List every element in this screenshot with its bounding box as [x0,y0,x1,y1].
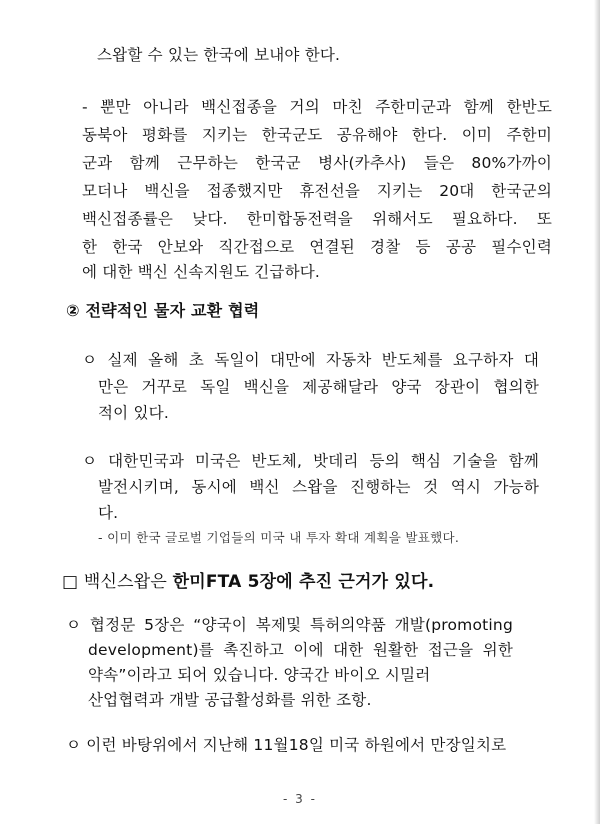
bullet-line: 적이 있다. [98,404,169,422]
section-heading: ② 전략적인 물자 교환 협력 [66,301,260,320]
text-line: 백신접종률은 낮다. 한미합동전력을 위해서도 필요하다. 또 [82,210,552,228]
bullet-line: 만은 거꾸로 독일 백신을 제공해달라 양국 장관이 협의한 [98,378,539,396]
bullet-line: development)를 촉진하고 이에 대한 원활한 접근을 위한 [88,641,513,659]
bullet-line: ㅇ 실제 올해 초 독일이 대만에 자동차 반도체를 요구하자 대 [82,351,539,369]
box-heading-bold: 한미FTA 5장에 추진 근거가 있다. [172,572,435,592]
text-line: 스왑할 수 있는 한국에 보내야 한다. [97,46,341,64]
bullet-line: 발전시키며, 동시에 백신 스왑을 진행하는 것 역시 가능하 [98,478,539,496]
text-line: 에 대한 백신 신속지원도 긴급하다. [82,263,321,281]
text-line: 한 한국 안보와 직간접으로 연결된 경찰 등 공공 필수인력 [82,238,552,256]
text-line: 군과 함께 근무하는 한국군 병사(카추사) 들은 80%가까이 [82,154,552,172]
bullet-line: ㅇ 이런 바탕위에서 지난해 11월18일 미국 하원에서 만장일치로 [66,736,507,754]
text-line: 모더나 백신을 접종했지만 휴전선을 지키는 20대 한국군의 [82,182,552,200]
text-line: - 뿐만 아니라 백신접종을 거의 마친 주한미군과 함께 한반도 [82,98,552,116]
bullet-line: 다. [98,504,119,522]
bullet-line: 산업협력과 개발 공급활성화를 위한 조항. [88,691,372,709]
text-line: 동북아 평화를 지키는 한국군도 공유해야 한다. 이미 주한미 [82,126,552,144]
page-number: - 3 - [283,792,317,806]
bullet-line: 약속”이라고 되어 있습니다. 양국간 바이오 시밀러 [88,666,431,684]
bullet-line: ㅇ 대한민국과 미국은 반도체, 밧데리 등의 핵심 기술을 함께 [82,452,539,470]
box-heading-prefix: □ 백신스왑은 [62,572,173,592]
box-heading [62,572,434,592]
page-edge-shadow [594,0,600,824]
note-line: - 이미 한국 글로벌 기업들의 미국 내 투자 확대 계획을 발표했다. [98,530,460,545]
bullet-line: ㅇ 협정문 5장은 “양국이 복제및 특허의약품 개발(promoting [66,616,513,634]
